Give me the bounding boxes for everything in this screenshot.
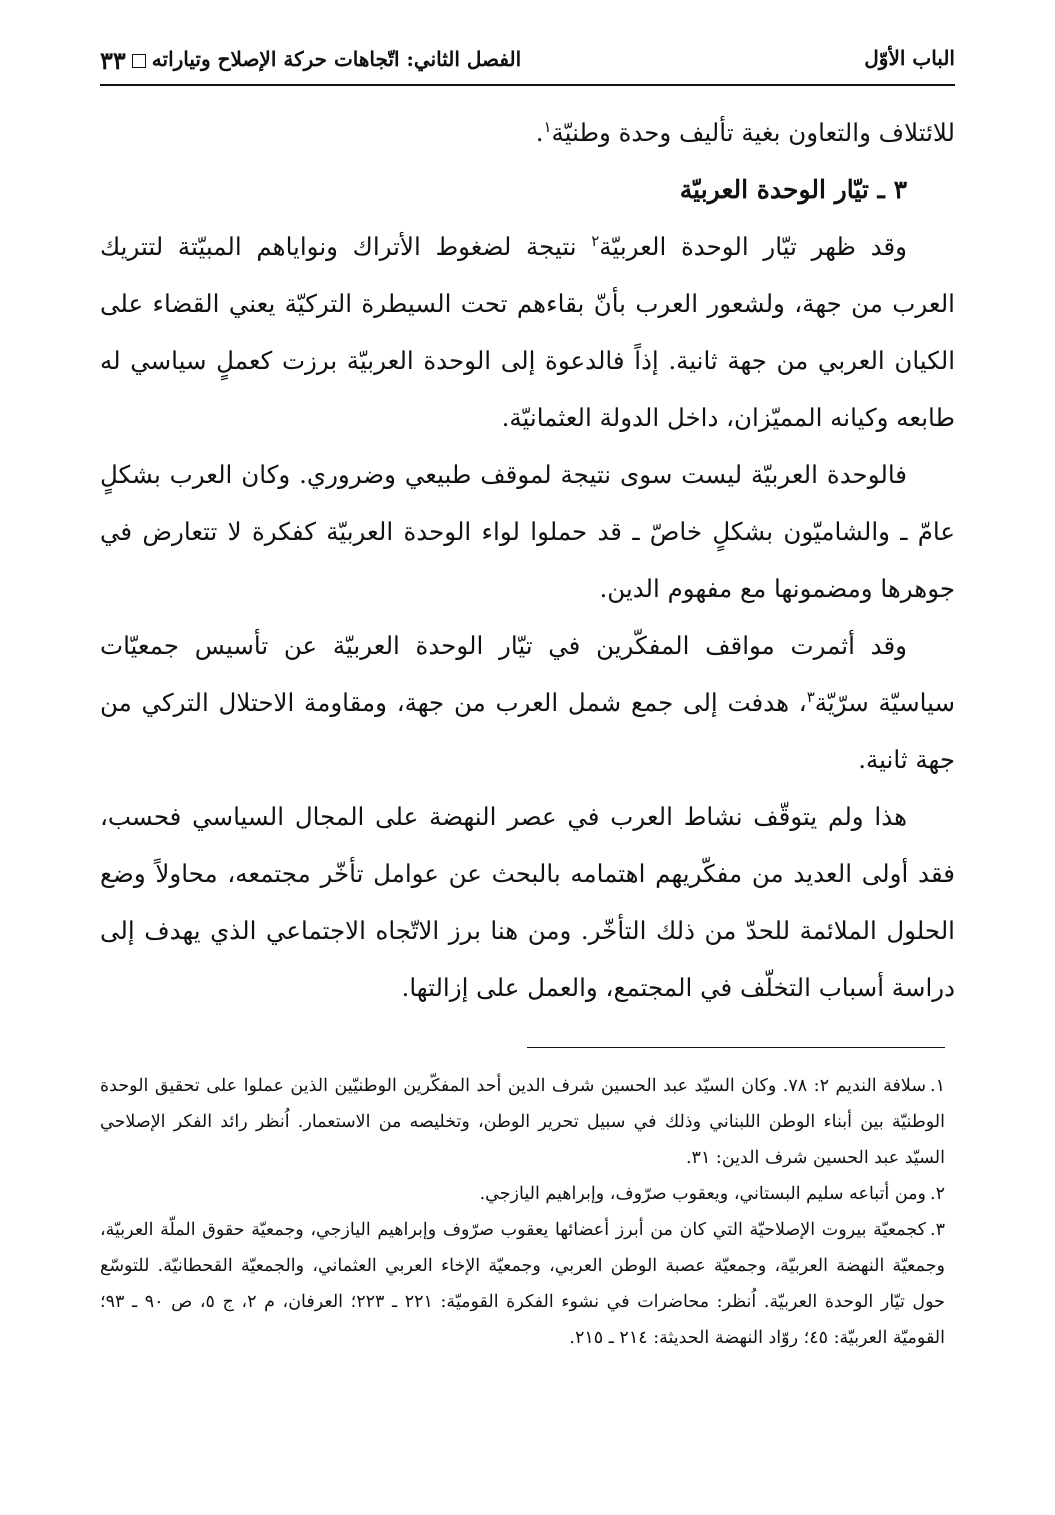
paragraph-2: فالوحدة العربيّة ليست سوى نتيجة لموقف طبيعي وضروري. وكان العرب بشكلٍ عامّ ـ والشاميّون بشكلٍ خاصّ ـ قد حملوا لواء الوحدة العربيّة كفكرة لا تتعارض في جوهرها ومضمونها مع مفهوم الدين. xyxy=(100,460,955,603)
section-header xyxy=(100,46,521,75)
footnote-number: ٣. xyxy=(930,1220,945,1240)
footnote-ref-3: ٣ xyxy=(806,687,815,706)
main-text xyxy=(100,104,955,1016)
header-rule xyxy=(100,84,955,86)
chapter-title: الباب الأوّل xyxy=(864,46,955,70)
footnote-ref-2: ٢ xyxy=(591,231,600,250)
paragraph-3-rest: ، هدفت إلى جمع شمل العرب من جهة، ومقاومة الاحتلال التركي من جهة ثانية. xyxy=(100,688,955,774)
footnotes xyxy=(100,1068,945,1356)
intro-line: للائتلاف والتعاون بغية تأليف وحدة وطنيّة xyxy=(551,118,955,147)
footnote-text: كجمعيّة بيروت الإصلاحيّة التي كان من أبرز أعضائها يعقوب صرّوف وإبراهيم اليازجي، وجمعيّة حقوق الملّة العربيّة، وجمعيّة النهضة العربيّة، وجمعيّة عصبة الوطن العربي، وجمعيّة الإخاء العربي العثماني، والجمعيّة القحطانيّة. للتوسّع حول تيّار الوحدة العربيّة. اُنظر: محاضرات في نشوء الفكرة القوميّة: ٢٢١ ـ ٢٢٣؛ العرفان، م ٢، ج ٥، ص ٩٠ ـ ٩٣؛ القوميّة العربيّة: ٤٥؛ روّاد النهضة الحديثة: ٢١٤ ـ ٢١٥. xyxy=(100,1220,945,1348)
paragraph-3 xyxy=(100,617,955,788)
footnote-ref-1: ١ xyxy=(543,117,552,136)
footnote-number: ٢. xyxy=(930,1184,945,1204)
footnote-2 xyxy=(100,1176,945,1212)
square-separator-icon xyxy=(132,54,146,68)
paragraph-4: هذا ولم يتوقّف نشاط العرب في عصر النهضة على المجال السياسي فحسب، فقد أولى العديد من مفكّريهم اهتمامه بالبحث عن عوامل تأخّر مجتمعه، محاولاً وضع الحلول الملائمة للحدّ من ذلك التأخّر. ومن هنا برز الاتّجاه الاجتماعي الذي يهدف إلى دراسة أسباب التخلّف في المجتمع، والعمل على إزالتها. xyxy=(100,802,955,1002)
footnote-number: ١. xyxy=(930,1076,945,1096)
footnote-text: سلافة النديم ٢: ٧٨. وكان السيّد عبد الحسين شرف الدين أحد المفكّرين الوطنيّين الذين عملوا على تحقيق الوحدة الوطنيّة بين أبناء الوطن اللبناني وذلك في سبيل تحرير الوطن، وتخليصه من الاستعمار. اُنظر رائد الفكر الإصلاحي السيّد عبد الحسين شرف الدين: ٣١. xyxy=(100,1076,945,1168)
section-heading: ٣ ـ تيّار الوحدة العربيّة xyxy=(679,175,907,204)
footnote-3 xyxy=(100,1212,945,1356)
footnote-1 xyxy=(100,1068,945,1176)
paragraph-1-rest: نتيجة لضغوط الأتراك ونواياهم المبيّتة لتتريك العرب من جهة، ولشعور العرب بأنّ بقاءهم تحت السيطرة التركيّة يعني القضاء على الكيان العربي من جهة ثانية. إذاً فالدعوة إلى الوحدة العربيّة برزت كعملٍ سياسي له طابعه وكيانه المميّزان، داخل الدولة العثمانيّة. xyxy=(100,232,955,432)
intro-period: . xyxy=(535,118,544,147)
running-header xyxy=(100,46,955,78)
paragraph-1-start: وقد ظهر تيّار الوحدة العربيّة xyxy=(599,232,907,261)
footnote-text: ومن أتباعه سليم البستاني، ويعقوب صرّوف، وإبراهيم اليازجي. xyxy=(479,1184,927,1204)
footnote-rule xyxy=(527,1047,945,1048)
paragraph-1 xyxy=(100,218,955,446)
section-title: الفصل الثاني: اتّجاهات حركة الإصلاح وتياراته xyxy=(151,47,522,71)
page-number: ٣٣ xyxy=(100,46,126,75)
intro-paragraph xyxy=(100,104,955,161)
paragraph-3-start: وقد أثمرت مواقف المفكّرين في تيّار الوحدة العربيّة عن تأسيس جمعيّات سياسيّة سرّيّة xyxy=(100,631,955,717)
